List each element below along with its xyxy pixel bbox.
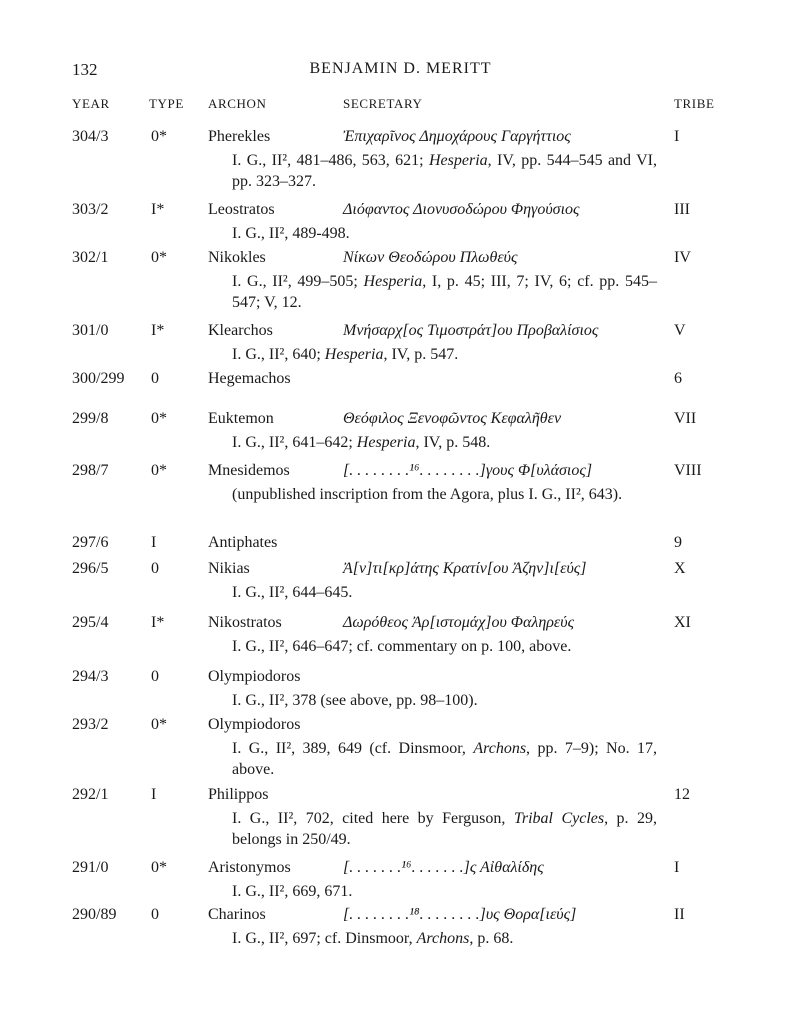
tribe-cell: IV [674,249,691,266]
type-cell: I [151,534,157,551]
running-head: BENJAMIN D. MERITT [309,60,492,77]
type-cell: 0 [151,370,159,387]
secretary-cell: Ἀ[ν]τι[κρ]άτης Κρατίν[ου Ἀζην]ι[εύς] [343,560,587,577]
tribe-cell: X [674,560,686,577]
tribe-cell: 9 [674,534,682,551]
archon-entry [0,320,801,368]
italic-title: Hesperia [356,434,416,451]
type-cell: 0* [151,859,167,876]
type-cell: I [151,786,157,803]
references: I. G., II², 669, 671. [232,883,353,900]
column-header-year: YEAR [72,96,110,111]
year-cell: 300/299 [72,370,125,387]
archon-cell: Euktemon [208,410,274,427]
archon-entry [0,612,801,666]
type-cell: 0 [151,668,159,685]
year-cell: 298/7 [72,462,109,479]
tribe-cell: 6 [674,370,682,387]
tribe-cell: III [674,201,690,218]
references: I. G., II², 378 (see above, pp. 98–100). [232,692,478,709]
archon-entry [0,532,801,558]
archon-entry [0,408,801,460]
references: I. G., II², 641–642; Hesperia, IV, p. 548. [232,434,491,451]
archon-entry [0,199,801,247]
references: I. G., II², 644–645. [232,584,353,601]
archon-cell: Philippos [208,786,269,803]
italic-title: Tribal Cycles [513,810,605,827]
secretary-cell: [. . . . . . . .¹⁸. . . . . . . .]υς Θορα[ιεύς] [343,906,577,923]
tribe-cell: I [674,128,680,145]
archon-cell: Hegemachos [208,370,291,387]
type-cell: 0* [151,410,167,427]
tribe-cell: VIII [674,462,702,479]
year-cell: 304/3 [72,128,109,145]
italic-title: Hesperia [324,346,384,363]
type-cell: 0* [151,462,167,479]
archon-cell: Nikias [208,560,250,577]
secretary-cell: [. . . . . . .¹⁶. . . . . . .]ς Αἰθαλίδης [343,859,544,876]
references: I. G., II², 489-498. [232,225,350,242]
tribe-cell: 12 [674,786,690,803]
type-cell: I* [151,614,165,631]
year-cell: 294/3 [72,668,109,685]
references: I. G., II², 481–486, 563, 621; Hesperia, IV, pp. 544–545 and VI, pp. 323–327. [232,152,658,190]
archon-entry [0,904,801,954]
archon-entry [0,460,801,532]
archon-cell: Nikokles [208,249,266,266]
archon-entry [0,666,801,714]
page-number: 132 [72,60,98,79]
references: I. G., II², 499–505; Hesperia, I, p. 45; III, 7; IV, 6; cf. pp. 545–547; V, 12. [232,273,657,311]
type-cell: 0 [151,560,159,577]
archon-cell: Pherekles [208,128,271,145]
archon-cell: Klearchos [208,322,273,339]
column-header-type: TYPE [149,96,184,111]
archon-entry [0,126,801,199]
italic-title: Hesperia [363,273,423,290]
references: I. G., II², 697; cf. Dinsmoor, Archons, p. 68. [232,930,514,947]
archon-cell: Mnesidemos [208,462,290,479]
year-cell: 293/2 [72,716,109,733]
tribe-cell: I [674,859,680,876]
references: I. G., II², 702, cited here by Ferguson, Tribal Cycles, p. 29, belongs in 250/49. [232,810,657,848]
italic-title: Archons [473,740,527,757]
type-cell: I* [151,322,165,339]
year-cell: 299/8 [72,410,109,427]
column-header-secretary: SECRETARY [343,96,423,111]
tribe-cell: II [674,906,685,923]
secretary-cell: [. . . . . . . .¹⁶. . . . . . . .]γους Φ[υλάσιος] [343,462,593,479]
type-cell: I* [151,201,165,218]
secretary-cell: Διόφαντος Διονυσοδώρου Φηγούσιος [343,201,580,218]
year-cell: 301/0 [72,322,109,339]
tribe-cell: XI [674,614,691,631]
year-cell: 296/5 [72,560,109,577]
archon-entry [0,857,801,904]
references: I. G., II², 646–647; cf. commentary on p. 100, above. [232,638,572,655]
tribe-cell: VII [674,410,697,427]
archon-entry [0,714,801,784]
archon-cell: Olympiodoros [208,668,301,685]
secretary-cell: Θεόφιλος Ξενοφῶντος Κεφαλῆθεν [343,410,562,427]
year-cell: 292/1 [72,786,109,803]
archon-entry [0,784,801,857]
archon-cell: Leostratos [208,201,275,218]
references: I. G., II², 389, 649 (cf. Dinsmoor, Archons, pp. 7–9); No. 17, above. [232,740,658,778]
secretary-cell: Δωρόθεος Ἀρ[ιστομάχ]ου Φαληρεύς [343,614,575,631]
references: I. G., II², 640; Hesperia, IV, p. 547. [232,346,459,363]
archon-entry [0,247,801,320]
references: (unpublished inscription from the Agora, plus I. G., II², 643). [232,486,623,503]
secretary-cell: Μνήσαρχ[ος Τιμοστράτ]ου Προβαλίσιος [343,322,599,339]
year-cell: 290/89 [72,906,117,923]
archon-entry [0,558,801,612]
year-cell: 291/0 [72,859,109,876]
archon-cell: Nikostratos [208,614,282,631]
archon-cell: Olympiodoros [208,716,301,733]
archon-cell: Charinos [208,906,266,923]
archon-list [0,126,801,954]
italic-title: Archons [416,930,470,947]
type-cell: 0* [151,716,167,733]
year-cell: 303/2 [72,201,109,218]
secretary-cell: Νίκων Θεοδώρου Πλωθεύς [343,249,518,266]
type-cell: 0 [151,906,159,923]
tribe-cell: V [674,322,686,339]
year-cell: 302/1 [72,249,109,266]
column-header-tribe: TRIBE [674,96,715,111]
type-cell: 0* [151,249,167,266]
column-header-archon: ARCHON [208,96,267,111]
italic-title: Hesperia [429,152,488,169]
year-cell: 295/4 [72,614,109,631]
archon-cell: Aristonymos [208,859,291,876]
year-cell: 297/6 [72,534,109,551]
archon-cell: Antiphates [208,534,278,551]
type-cell: 0* [151,128,167,145]
secretary-cell: Ἐπιχαρῖνος Δημοχάρους Γαργήττιος [343,128,571,145]
archon-entry [0,368,801,408]
